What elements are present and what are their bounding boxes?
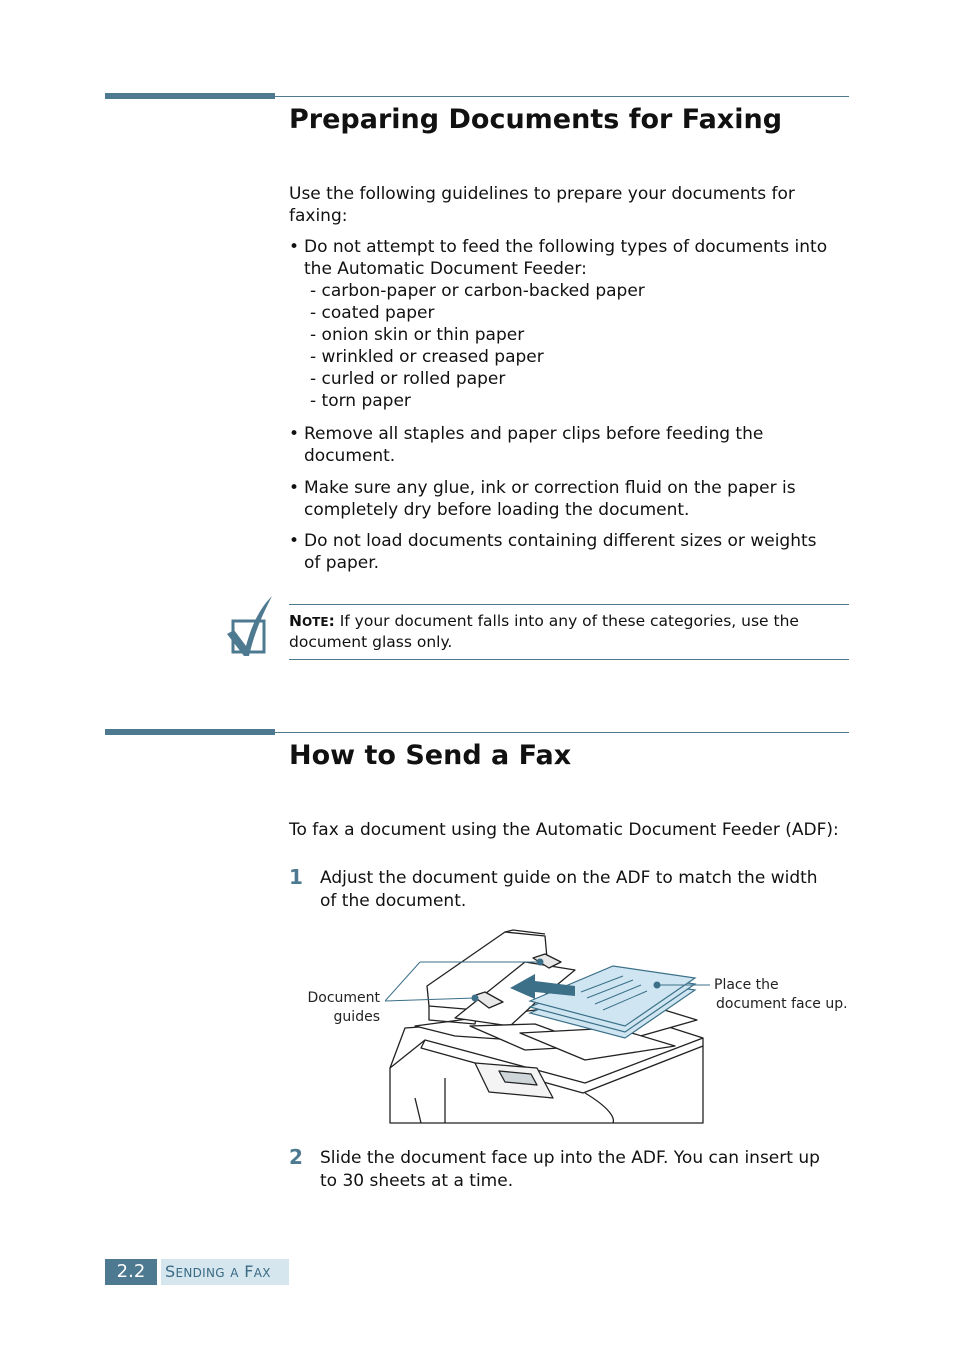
chapter-label-part: F	[244, 1262, 254, 1281]
section-rule-thick	[105, 93, 275, 99]
note-line-2: document glass only.	[289, 633, 453, 651]
bullet-dot: •	[289, 237, 300, 257]
list-item: - onion skin or thin paper	[310, 325, 525, 345]
step-line: Slide the document face up into the ADF. You can insert up	[320, 1148, 820, 1168]
section2-title: How to Send a Fax	[289, 740, 572, 771]
list-item: - curled or rolled paper	[310, 369, 506, 389]
section-rule-thin	[275, 96, 849, 97]
chapter-label	[161, 1259, 289, 1285]
bullet-line: Do not attempt to feed the following types of documents into	[304, 237, 828, 257]
chapter-label-part: S	[165, 1262, 176, 1281]
note-rule-top	[289, 604, 849, 605]
callout-line: document face up.	[716, 996, 848, 1012]
bullet-item	[289, 236, 849, 412]
list-item: - wrinkled or creased paper	[310, 347, 544, 367]
bullet-line: Do not load documents containing different sizes or weights	[304, 531, 817, 551]
step-text	[320, 1147, 850, 1193]
list-item: - torn paper	[310, 391, 411, 411]
bullet-item	[289, 530, 849, 574]
note-rule-bottom	[289, 659, 849, 660]
list-item: - carbon-paper or carbon-backed paper	[310, 281, 645, 301]
section1-intro	[289, 183, 849, 227]
note-line-1: If your document falls into any of these categories, use the	[334, 612, 799, 630]
section2-intro: To fax a document using the Automatic Document Feeder (ADF):	[289, 820, 839, 840]
bullet-line: the Automatic Document Feeder:	[304, 259, 587, 279]
intro-line: Use the following guidelines to prepare your documents for	[289, 184, 795, 204]
checkmark-note-icon	[224, 594, 274, 658]
step-number: 2	[289, 1145, 303, 1169]
section1-title: Preparing Documents for Faxing	[289, 104, 783, 135]
note-line	[289, 611, 851, 632]
bullet-dot: •	[289, 478, 300, 498]
callout-line: Document	[307, 990, 380, 1006]
intro-line: faxing:	[289, 206, 348, 226]
chapter-label-part: AX	[253, 1266, 271, 1280]
step-line: of the document.	[320, 891, 467, 911]
step-number: 1	[289, 865, 303, 889]
note-label-rest: OTE	[301, 615, 329, 629]
bullet-dot: •	[289, 531, 300, 551]
step-line: to 30 sheets at a time.	[320, 1171, 514, 1191]
section-rule-thick	[105, 729, 275, 735]
bullet-item	[289, 423, 849, 467]
bullet-line: Remove all staples and paper clips before feeding the	[304, 424, 764, 444]
callout-line: Place the	[714, 977, 779, 993]
page-number: 2.2	[105, 1259, 157, 1285]
callout-place-face-up	[714, 976, 854, 1014]
chapter-label-part: ENDING	[175, 1266, 225, 1280]
bullet-line: document.	[304, 446, 396, 466]
chapter-label-part: A	[230, 1266, 239, 1280]
fax-machine-illustration	[385, 928, 710, 1124]
note-text	[289, 611, 851, 652]
paper-type-list	[310, 280, 849, 412]
note-label-n: N	[289, 612, 302, 630]
callout-document-guides	[300, 989, 380, 1027]
section-rule-thin	[275, 732, 849, 733]
note-label	[289, 612, 335, 630]
note-colon: :	[328, 612, 335, 630]
list-item: - coated paper	[310, 303, 435, 323]
bullet-line: Make sure any glue, ink or correction fluid on the paper is	[304, 478, 796, 498]
bullet-dot: •	[289, 424, 300, 444]
bullet-item	[289, 477, 849, 521]
step-line: Adjust the document guide on the ADF to match the width	[320, 868, 818, 888]
bullet-line: completely dry before loading the document.	[304, 500, 690, 520]
bullet-line: of paper.	[304, 553, 380, 573]
callout-line: guides	[333, 1009, 380, 1025]
step-text	[320, 867, 850, 913]
